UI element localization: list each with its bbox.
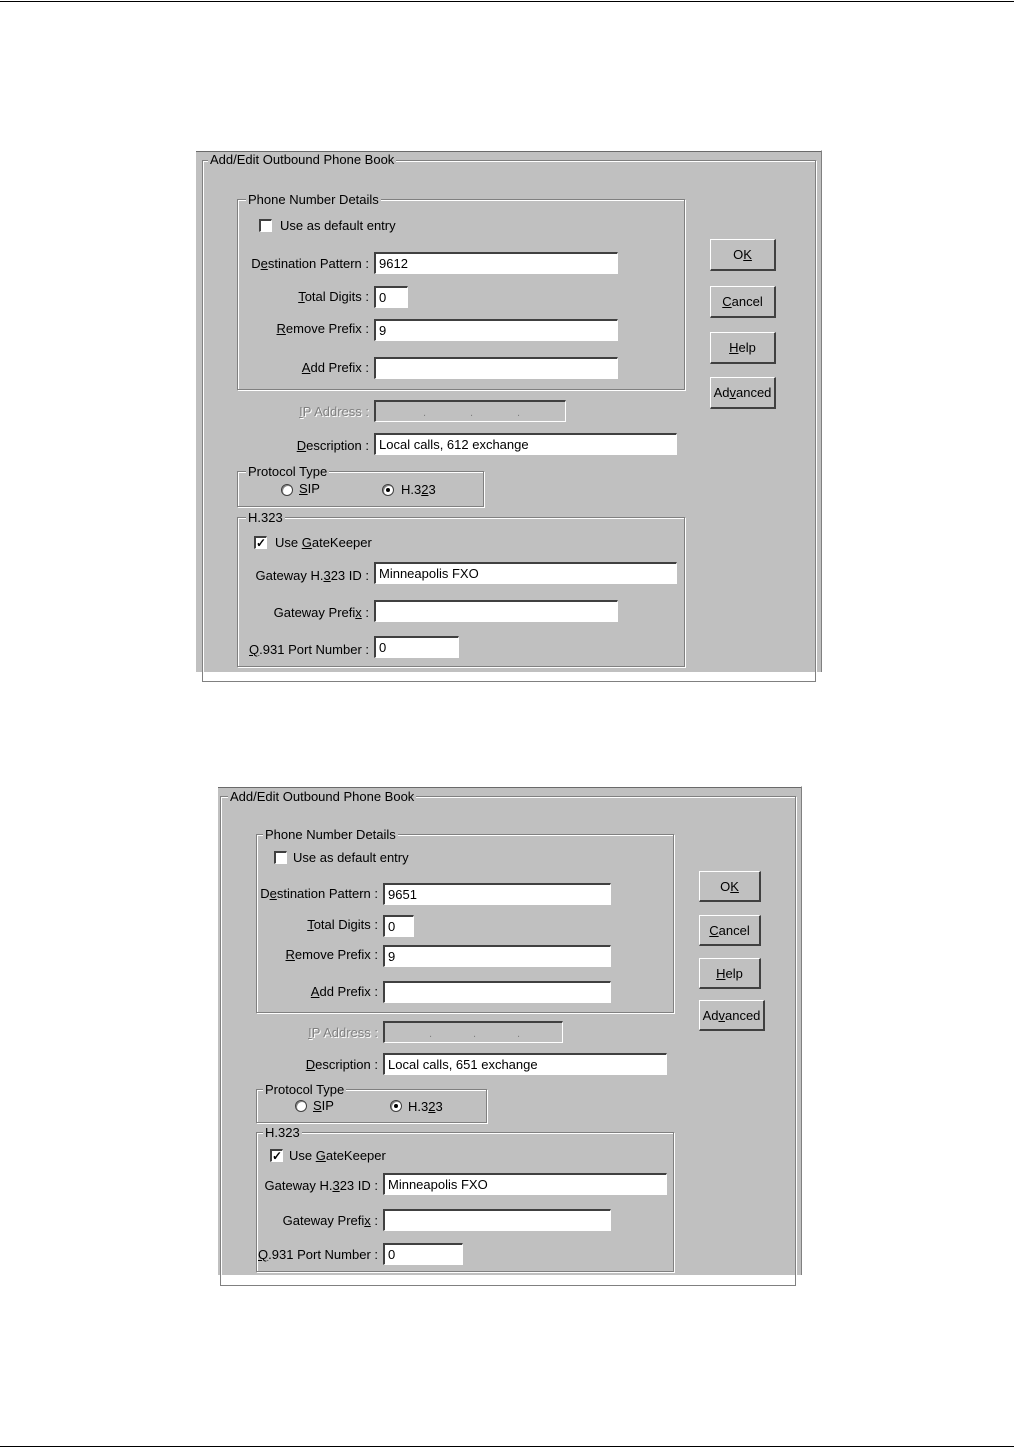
total-digits-input[interactable]: 0 [383,915,414,937]
description-label: Description : [296,438,369,453]
destination-pattern-input[interactable]: 9612 [374,252,618,274]
remove-prefix-input[interactable]: 9 [374,319,618,341]
default-entry-label: Use as default entry [293,850,409,865]
remove-prefix-label: Remove Prefix : [276,321,369,336]
ip-separator-dot: . [517,1028,521,1040]
ip-separator-dot: . [470,407,474,419]
q931-port-label: Q.931 Port Number : [249,642,369,657]
radio-selected-dot [386,488,390,492]
help-button[interactable]: Help [710,332,776,364]
dialog-2 [217,786,802,1275]
add-prefix-input[interactable] [374,357,618,379]
ok-button[interactable]: OK [710,239,776,271]
total-digits-label: Total Digits : [298,289,369,304]
default-entry-label: Use as default entry [280,218,396,233]
h323-radio[interactable] [390,1100,402,1112]
description-label: Description : [305,1057,378,1072]
sip-label: SIP [299,481,320,496]
sip-radio[interactable] [281,484,293,496]
use-gatekeeper-label: Use GateKeeper [275,535,372,550]
total-digits-input[interactable]: 0 [374,286,408,308]
ip-separator-dot: . [423,407,427,419]
add-prefix-label: Add Prefix : [310,984,378,999]
gateway-id-label: Gateway H.323 ID : [264,1178,378,1193]
protocol-type-title: Protocol Type [248,464,328,479]
ok-button[interactable]: OK [699,871,761,902]
gateway-id-input[interactable]: Minneapolis FXO [383,1173,667,1195]
dialog-title: Add/Edit Outbound Phone Book [230,789,415,804]
gateway-prefix-label: Gateway Prefix : [282,1213,378,1228]
add-prefix-input[interactable] [383,981,611,1003]
description-input[interactable]: Local calls, 651 exchange [383,1053,667,1075]
gateway-id-input[interactable]: Minneapolis FXO [374,562,677,584]
cancel-button[interactable]: Cancel [710,286,776,318]
page-top-rule [0,1,1014,2]
gateway-prefix-label: Gateway Prefix : [273,605,369,620]
phone-number-details-title: Phone Number Details [248,192,379,207]
destination-pattern-input[interactable]: 9651 [383,883,611,905]
ip-address-input [374,400,566,422]
ip-address-input [383,1021,563,1043]
h323-label: H.323 [401,482,436,497]
default-entry-checkbox[interactable] [259,219,272,232]
h323-radio[interactable] [382,484,394,496]
use-gatekeeper-checkbox[interactable]: ✓ [272,1149,283,1163]
radio-selected-dot [394,1104,398,1108]
sip-radio[interactable] [295,1100,307,1112]
ip-address-label: IP Address : [299,404,369,419]
default-entry-checkbox[interactable] [274,851,287,864]
phone-number-details-title: Phone Number Details [265,827,396,842]
destination-pattern-label: Destination Pattern : [260,886,378,901]
q931-port-input[interactable]: 0 [374,636,459,658]
h323-group-title: H.323 [248,510,283,525]
remove-prefix-input[interactable]: 9 [383,945,611,967]
gateway-prefix-input[interactable] [374,600,618,622]
total-digits-label: Total Digits : [307,917,378,932]
sip-label: SIP [313,1098,334,1113]
ip-address-label: IP Address : [308,1025,378,1040]
advanced-button[interactable]: Advanced [710,377,776,409]
gateway-prefix-input[interactable] [383,1209,611,1231]
help-button[interactable]: Help [699,958,761,989]
page-bottom-rule [0,1446,1014,1447]
protocol-type-title: Protocol Type [265,1082,345,1097]
ip-separator-dot: . [429,1028,433,1040]
destination-pattern-label: Destination Pattern : [251,256,369,271]
ip-separator-dot: . [473,1028,477,1040]
use-gatekeeper-checkbox[interactable]: ✓ [256,536,267,550]
gateway-id-label: Gateway H.323 ID : [255,568,369,583]
cancel-button[interactable]: Cancel [699,915,761,946]
h323-group-title: H.323 [265,1125,300,1140]
ip-separator-dot: . [517,407,521,419]
dialog-1 [195,150,822,672]
advanced-button[interactable]: Advanced [699,1000,765,1031]
dialog-title: Add/Edit Outbound Phone Book [210,152,395,167]
description-input[interactable]: Local calls, 612 exchange [374,433,677,455]
q931-port-input[interactable]: 0 [383,1243,463,1265]
add-prefix-label: Add Prefix : [301,360,369,375]
remove-prefix-label: Remove Prefix : [285,947,378,962]
use-gatekeeper-label: Use GateKeeper [289,1148,386,1163]
h323-label: H.323 [408,1099,443,1114]
q931-port-label: Q.931 Port Number : [258,1247,378,1262]
